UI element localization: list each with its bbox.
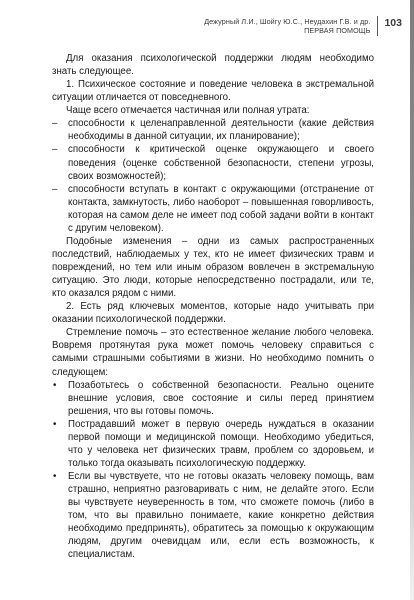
list-item: • Позаботьтесь о собственной безопасности. Реально оцените внешние условия, свое состояние и силы перед принятием решения, что вы готовы помочь.: [52, 379, 374, 418]
page-number: 103: [384, 17, 402, 29]
paragraph-point-2: 2. Есть ряд ключевых моментов, которые надо учитывать при оказании психологической поддержки.: [52, 301, 374, 326]
remember-list: [52, 379, 374, 562]
paragraph-desire-help: Стремление помочь – это естественное желание любого человека. Вовремя протянутая рука может помочь человеку справиться с самыми страшными событиями в жизни. Но необходимо помнить о следующем:: [52, 327, 374, 378]
list-item: • Если вы чувствуете, что не готовы оказать человеку помощь, вам страшно, неприятно разговаривать с ним, не делайте этого. Если вы чувствуете неуверенность в том, что сможете помочь (либо в том, что вы правильно понимаете, какие конкретно действия необходимо предпринять), обратитесь за помощью к окружающим людям, другим очевидцам или, если есть возможность, к специалистам.: [52, 470, 374, 561]
list-item: • Пострадавший может в первую очередь нуждаться в оказании первой помощи и медицинской помощи. Необходимо убедиться, что у человека нет физических травм, проблем со здоровьем, и только тогда оказывать психологическую поддержку.: [52, 418, 374, 470]
header-book-title: ПЕРВАЯ ПОМОЩЬ: [304, 26, 371, 35]
paragraph-similar-changes: Подобные изменения – одни из самых распространенных последствий, наблюдаемых у тех, кто не имеет физических травм и повреждений, но тем или иным образом вовлечен в экстремальную ситуацию. Это люди, которые непосредственно пострадали, или те, кто оказался рядом с ними.: [52, 235, 374, 300]
page-edge-bar: [410, 0, 414, 600]
paragraph-loss-intro: Чаще всего отмечается частичная или полная утрата:: [66, 105, 310, 117]
paragraph-intro: Для оказания психологической поддержки людям необходимо знать следующее.: [52, 53, 374, 78]
header-text: [204, 17, 377, 35]
list-item: – способности вступать в контакт с окружающими (отстранение от контакта, замкнутость, либо наоборот – повышенная говорливость, которая на самом деле не имеет под собой задачи войти в контакт с другим человеком).: [52, 183, 374, 235]
list-item: – способности к критической оценке окружающего и своего поведения (оценке собственной безопасности, степени угрозы, своих возможностей);: [52, 143, 374, 182]
running-header: [204, 13, 402, 47]
header-authors: Дежурный Л.И., Шойгу Ю.С., Неудахин Г.В. и др.: [204, 17, 371, 26]
paragraph-point-1: 1. Психическое состояние и поведение человека в экстремальной ситуации отличается от повседневного.: [52, 79, 374, 104]
page-body: [52, 52, 374, 561]
list-item: – способности к целенаправленной деятельности (какие действия необходимы в данной ситуации, их планирование);: [52, 117, 374, 143]
loss-list: [52, 117, 374, 235]
